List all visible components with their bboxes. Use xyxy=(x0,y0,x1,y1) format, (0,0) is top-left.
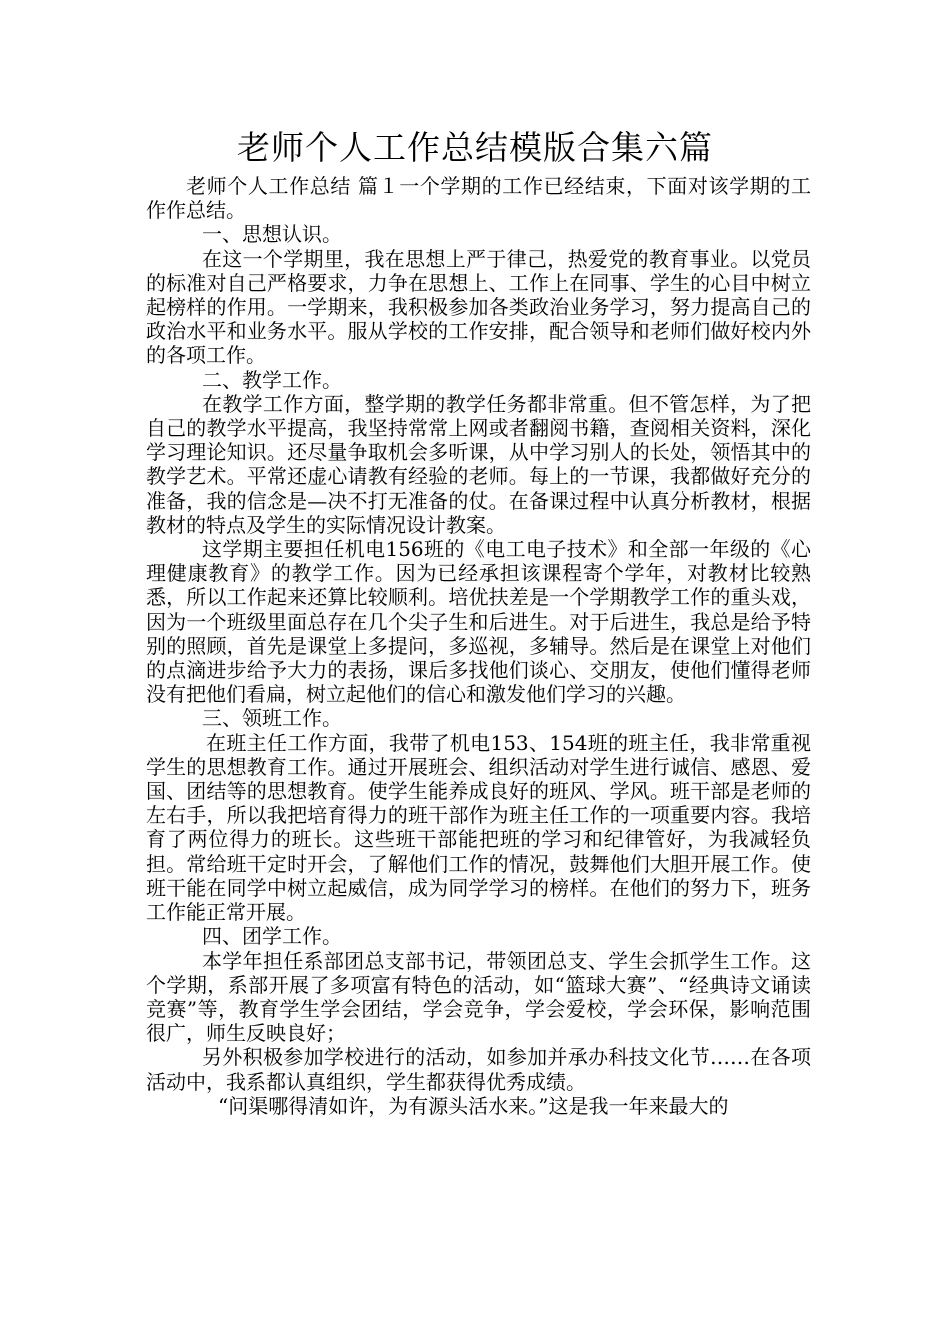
paragraph-intro: 老师个人工作总结 篇１一个学期的工作已经结束，下面对该学期的工作作总结。 xyxy=(146,174,811,223)
heading-league: 四、团学工作。 xyxy=(202,924,342,949)
paragraph-teaching-1: 在教学工作方面，整学期的教学任务都非常重。但不管怎样，为了把自己的教学水平提高，我坚持常常上网或者翻阅书籍，查阅相关资料，深化学习理论知识。还尽量争取机会多听课，从中学习别人的长处，领悟其中的教学艺术。平常还虚心请教有经验的老师。每上的一节课，我都做好充分的准备，我的信念是—决不打无准备的仗。在备课过程中认真分析教材，根据教材的特点及学生的实际情况设计教案。 xyxy=(146,391,811,537)
document-title: 老师个人工作总结模版合集六篇 xyxy=(237,128,713,167)
paragraph-closing: “问渠哪得清如许，为有源头活水来。”这是我一年来最大的 xyxy=(218,1093,729,1118)
paragraph-league-1: 本学年担任系部团总支部书记，带领团总支、学生会抓学生工作。这个学期，系部开展了多项富有特色的活动，如“篮球大赛”、“经典诗文诵读竞赛”等，教育学生学会团结，学会竞争，学会爱校，学会环保，影响范围很广，师生反映良好； xyxy=(146,948,811,1046)
paragraph-class-leading: 在班主任工作方面，我带了机电153、154班的班主任，我非常重视学生的思想教育工作。通过开展班会、组织活动对学生进行诚信、感恩、爱国、团结等的思想教育。使学生能养成良好的班风、学风。班干部是老师的左右手，所以我把培育得力的班干部作为班主任工作的一项重要内容。我培育了两位得力的班长。这些班干部能把班的学习和纪律管好，为我减轻负担。常给班干定时开会，了解他们工作的情况，鼓舞他们大胆开展工作。使班干能在同学中树立起威信，成为同学学习的榜样。在他们的努力下，班务工作能正常开展。 xyxy=(146,730,811,925)
heading-teaching: 二、教学工作。 xyxy=(202,367,342,392)
paragraph-league-2: 另外积极参加学校进行的活动，如参加并承办科技文化节……在各项活动中，我系都认真组织，学生都获得优秀成绩。 xyxy=(146,1045,811,1094)
heading-thought: 一、思想认识。 xyxy=(202,222,342,247)
paragraph-teaching-2: 这学期主要担任机电156班的《电工电子技术》和全部一年级的《心理健康教育》的教学工作。因为已经承担该课程寄个学年，对教材比较熟悉，所以工作起来还算比较顺利。培优扶差是一个学期教学工作的重头戏，因为一个班级里面总存在几个尖子生和后进生。对于后进生，我总是给予特别的照顾，首先是课堂上多提问，多巡视，多辅导。然后是在课堂上对他们的点滴进步给予大力的表扬，课后多找他们谈心、交朋友，使他们懂得老师没有把他们看扁，树立起他们的信心和激发他们学习的兴趣。 xyxy=(146,537,811,707)
paragraph-thought: 在这一个学期里，我在思想上严于律己，热爱党的教育事业。以党员的标准对自己严格要求，力争在思想上、工作上在同事、学生的心目中树立起榜样的作用。一学期来，我积极参加各类政治业务学习，努力提高自己的政治水平和业务水平。服从学校的工作安排，配合领导和老师们做好校内外的各项工作。 xyxy=(146,246,811,368)
document-body xyxy=(146,174,811,1118)
heading-class-leading: 三、领班工作。 xyxy=(202,706,342,731)
